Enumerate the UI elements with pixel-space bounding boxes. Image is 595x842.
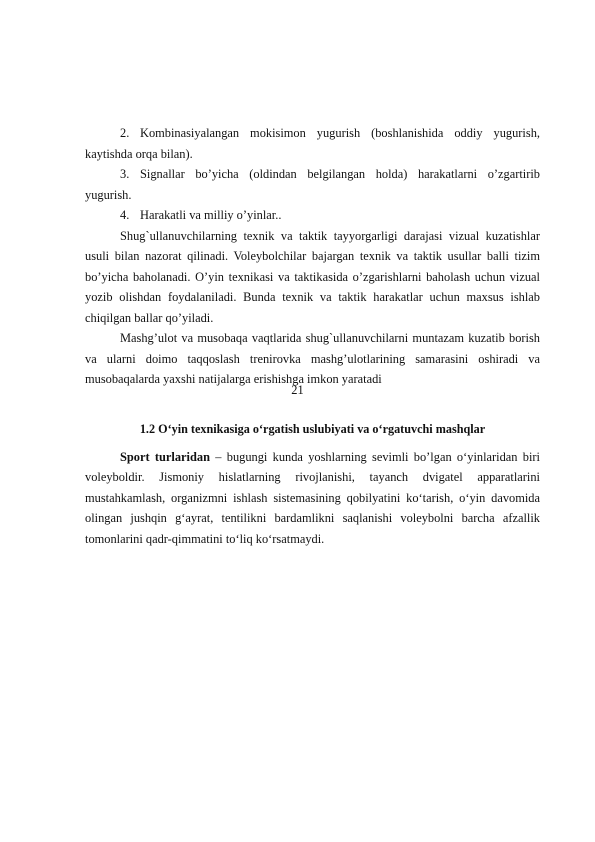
list-item-number: 3. [120,167,130,181]
page-body [85,123,540,549]
section-paragraph [85,447,540,550]
page-number: 21 [291,383,304,397]
list-item [85,164,540,205]
list-item [85,123,540,164]
list-item-text: Kombinasiyalangan mokisimon yugurish (boshlanishida oddiy yugurish, kaytishda orqa bilan). [85,126,540,161]
list-item-number: 2. [120,126,130,140]
list-item-number: 4. [120,208,130,222]
list-item-text: Signallar bo’yicha (oldindan belgilangan holda) harakatlarni o’zgartirib yugurish. [85,167,540,202]
paragraph-observation: Mashg’ulot va musobaqa vaqtlarida shug`ullanuvchilarni muntazam kuzatib borish va ularni doimo taqqoslash trenirovka mashg’ulotlarining samarasini oshiradi va musobaqalarda yaxshi natijalarga erishishga imkon yaratadi [85,331,540,386]
list-item-text: Harakatli va milliy o’yinlar.. [140,208,282,222]
paragraph-assessment: Shug`ullanuvchilarning texnik va taktik tayyorgarligi darajasi vizual kuzatishlar usuli bilan nazorat qilinadi. Voleybolchilar bajargan texnik va taktik usullar balli tizim bo’yicha baholanadi. O’yin texnikasi va taktikasida o’zgarishlarni baholash uchun vizual yozib olishdan foydalaniladi. Bunda texnik va taktik harakatlar uchun maxsus ishlab chiqilgan ballar qo’yiladi. [85,228,540,325]
section-paragraph-text: – bugungi kunda yoshlarning sevimli bo’lgan o‘yinlaridan biri voleyboldir. Jismoniy hislatlarning rivojlanishi, tayanch dvigatel apparatlarini mustahkamlash, organizmni ishlash sistemasining qobilyatini ko‘tarish, o‘yin davomida olingan jushqin g‘ayrat, tentilikni bardamlikni saqlanishi voleybolni barcha afzallik tomonlarini qadr-qimmatini to‘liq ko‘rsatmaydi. [85,449,540,546]
section-heading: 1.2 O‘yin texnikasiga o‘rgatish uslubiyati va o‘rgatuvchi mashqlar [139,421,486,436]
list-item [85,205,540,226]
lead-term: Sport turlaridan [120,449,210,464]
